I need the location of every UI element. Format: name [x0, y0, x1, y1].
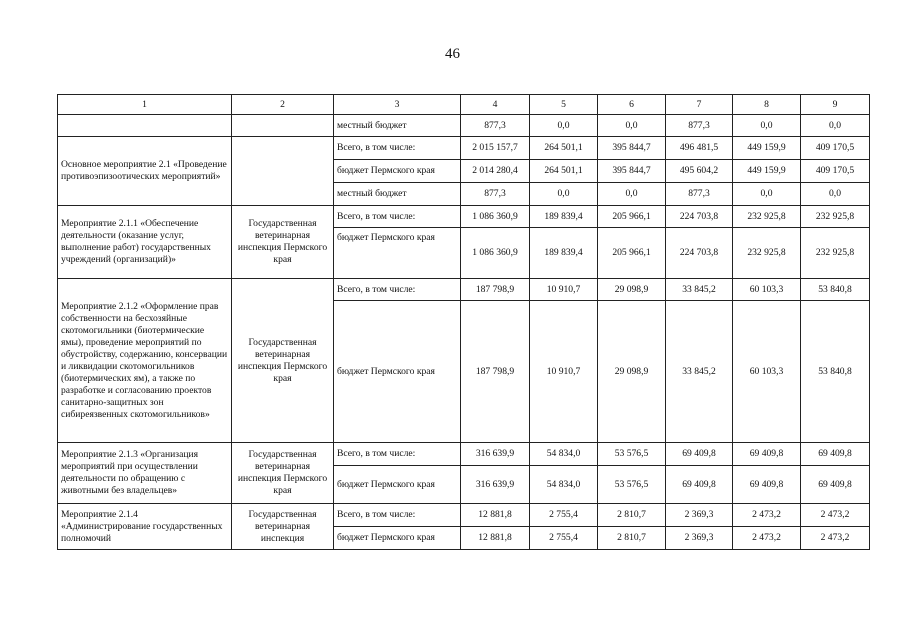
column-header: 7 — [666, 95, 733, 115]
column-header: 6 — [598, 95, 666, 115]
value-cell: 10 910,7 — [530, 301, 598, 443]
executor-cell: Государственная ветеринарная инспекция — [232, 504, 334, 550]
value-cell: 232 925,8 — [801, 206, 870, 228]
budget-table — [57, 94, 870, 550]
column-header: 2 — [232, 95, 334, 115]
program-item-cell: Мероприятие 2.1.3 «Организация мероприятий при осуществлении деятельности по обращению с животными без владельцев» — [58, 443, 232, 504]
funding-source-cell: Всего, в том числе: — [334, 137, 461, 160]
value-cell: 0,0 — [598, 115, 666, 137]
value-cell: 232 925,8 — [733, 206, 801, 228]
value-cell: 2 014 280,4 — [461, 160, 530, 183]
value-cell: 877,3 — [461, 183, 530, 206]
value-cell: 1 086 360,9 — [461, 206, 530, 228]
value-cell: 53 840,8 — [801, 301, 870, 443]
value-cell: 877,3 — [666, 115, 733, 137]
value-cell: 2 755,4 — [530, 527, 598, 550]
column-header: 3 — [334, 95, 461, 115]
value-cell: 264 501,1 — [530, 137, 598, 160]
executor-cell — [232, 137, 334, 206]
value-cell: 205 966,1 — [598, 206, 666, 228]
funding-source-cell: бюджет Пермского края — [334, 527, 461, 550]
value-cell: 53 840,8 — [801, 279, 870, 301]
value-cell: 0,0 — [598, 183, 666, 206]
funding-source-cell: местный бюджет — [334, 183, 461, 206]
value-cell: 0,0 — [801, 183, 870, 206]
program-item-cell: Мероприятие 2.1.2 «Оформление прав собственности на бесхозяйные скотомогильники (биотермические ямы), проведение мероприятий по обустройству, содержанию, консервации и ликвидации скотомогильников (биотермических ям), а также по разработке и согласованию проектов санитарно-защитных зон сибиреязвенных скотомогильников» — [58, 279, 232, 443]
funding-source-cell: бюджет Пермского края — [334, 160, 461, 183]
value-cell: 232 925,8 — [733, 228, 801, 279]
value-cell: 187 798,9 — [461, 279, 530, 301]
value-cell: 189 839,4 — [530, 206, 598, 228]
value-cell: 33 845,2 — [666, 279, 733, 301]
value-cell: 496 481,5 — [666, 137, 733, 160]
funding-source-cell: бюджет Пермского края — [334, 301, 461, 443]
value-cell: 69 409,8 — [801, 443, 870, 466]
table-row — [58, 279, 870, 301]
value-cell: 2 015 157,7 — [461, 137, 530, 160]
value-cell: 187 798,9 — [461, 301, 530, 443]
program-item-cell: Основное мероприятие 2.1 «Проведение противоэпизоотических мероприятий» — [58, 137, 232, 206]
value-cell: 449 159,9 — [733, 137, 801, 160]
value-cell: 2 369,3 — [666, 527, 733, 550]
value-cell: 1 086 360,9 — [461, 228, 530, 279]
value-cell: 53 576,5 — [598, 466, 666, 504]
value-cell: 205 966,1 — [598, 228, 666, 279]
value-cell: 29 098,9 — [598, 301, 666, 443]
executor-cell: Государственная ветеринарная инспекция Пермского края — [232, 206, 334, 279]
table-row — [58, 206, 870, 228]
value-cell: 2 473,2 — [733, 527, 801, 550]
table-row — [58, 504, 870, 527]
value-cell: 2 473,2 — [801, 504, 870, 527]
value-cell: 69 409,8 — [733, 443, 801, 466]
program-item-cell: Мероприятие 2.1.4 «Администрирование государственных полномочий — [58, 504, 232, 550]
value-cell: 316 639,9 — [461, 466, 530, 504]
table-row — [58, 137, 870, 160]
value-cell: 69 409,8 — [666, 443, 733, 466]
value-cell: 0,0 — [530, 183, 598, 206]
executor-cell — [232, 115, 334, 137]
value-cell: 395 844,7 — [598, 137, 666, 160]
value-cell: 69 409,8 — [733, 466, 801, 504]
value-cell: 0,0 — [801, 115, 870, 137]
value-cell: 0,0 — [530, 115, 598, 137]
value-cell: 54 834,0 — [530, 443, 598, 466]
value-cell: 2 369,3 — [666, 504, 733, 527]
value-cell: 60 103,3 — [733, 279, 801, 301]
value-cell: 60 103,3 — [733, 301, 801, 443]
value-cell: 495 604,2 — [666, 160, 733, 183]
value-cell: 2 473,2 — [801, 527, 870, 550]
column-header: 5 — [530, 95, 598, 115]
value-cell: 2 810,7 — [598, 504, 666, 527]
value-cell: 877,3 — [666, 183, 733, 206]
funding-source-cell: местный бюджет — [334, 115, 461, 137]
value-cell: 54 834,0 — [530, 466, 598, 504]
value-cell: 232 925,8 — [801, 228, 870, 279]
funding-source-cell: Всего, в том числе: — [334, 504, 461, 527]
value-cell: 12 881,8 — [461, 504, 530, 527]
value-cell: 2 755,4 — [530, 504, 598, 527]
value-cell: 409 170,5 — [801, 137, 870, 160]
value-cell: 395 844,7 — [598, 160, 666, 183]
value-cell: 69 409,8 — [666, 466, 733, 504]
page-number: 46 — [445, 46, 460, 62]
funding-source-cell: бюджет Пермского края — [334, 228, 461, 279]
value-cell: 224 703,8 — [666, 228, 733, 279]
funding-source-cell: Всего, в том числе: — [334, 279, 461, 301]
funding-source-cell: Всего, в том числе: — [334, 206, 461, 228]
value-cell: 189 839,4 — [530, 228, 598, 279]
value-cell: 264 501,1 — [530, 160, 598, 183]
value-cell: 69 409,8 — [801, 466, 870, 504]
value-cell: 0,0 — [733, 115, 801, 137]
funding-source-cell: Всего, в том числе: — [334, 443, 461, 466]
value-cell: 409 170,5 — [801, 160, 870, 183]
column-header: 1 — [58, 95, 232, 115]
program-item-cell: Мероприятие 2.1.1 «Обеспечение деятельности (оказание услуг, выполнение работ) государственных учреждений (организаций)» — [58, 206, 232, 279]
funding-source-cell: бюджет Пермского края — [334, 466, 461, 504]
value-cell: 877,3 — [461, 115, 530, 137]
value-cell: 12 881,8 — [461, 527, 530, 550]
value-cell: 2 810,7 — [598, 527, 666, 550]
value-cell: 316 639,9 — [461, 443, 530, 466]
value-cell: 449 159,9 — [733, 160, 801, 183]
executor-cell: Государственная ветеринарная инспекция Пермского края — [232, 279, 334, 443]
value-cell: 2 473,2 — [733, 504, 801, 527]
program-item-cell — [58, 115, 232, 137]
table-row — [58, 443, 870, 466]
column-header: 8 — [733, 95, 801, 115]
value-cell: 29 098,9 — [598, 279, 666, 301]
table-row — [58, 115, 870, 137]
executor-cell: Государственная ветеринарная инспекция Пермского края — [232, 443, 334, 504]
value-cell: 10 910,7 — [530, 279, 598, 301]
header-row — [58, 95, 870, 115]
value-cell: 0,0 — [733, 183, 801, 206]
value-cell: 53 576,5 — [598, 443, 666, 466]
column-header: 4 — [461, 95, 530, 115]
column-header: 9 — [801, 95, 870, 115]
value-cell: 224 703,8 — [666, 206, 733, 228]
value-cell: 33 845,2 — [666, 301, 733, 443]
